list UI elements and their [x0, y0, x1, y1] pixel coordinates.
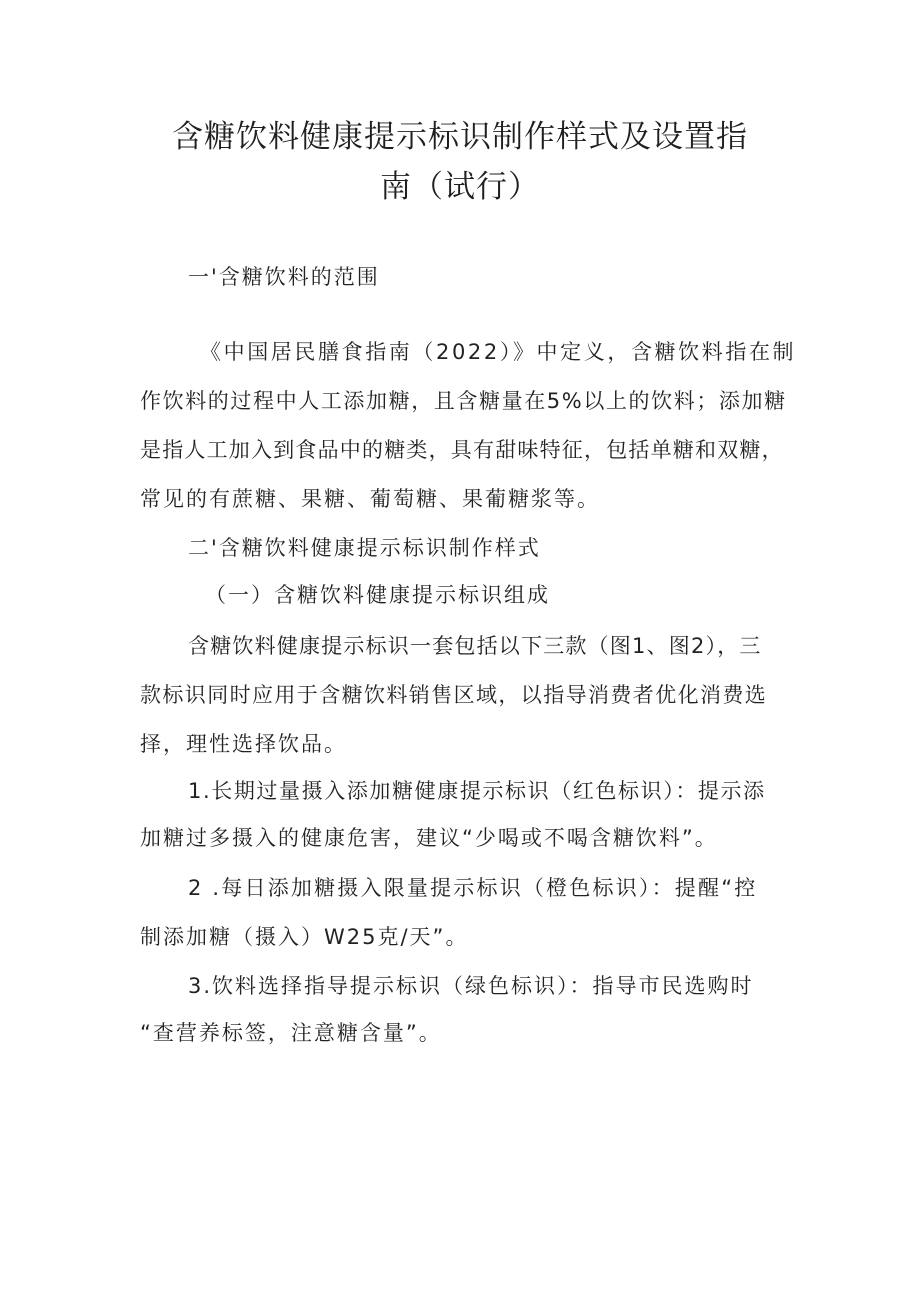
section-1-heading: 一'含糖饮料的范围	[188, 265, 380, 289]
item-2-line-2: 制添加糖（摄入）W25克/天”。	[140, 925, 469, 949]
section-2-heading: 二'含糖饮料健康提示标识制作样式	[188, 536, 541, 560]
item-3-line-1: 3.饮料选择指导提示标识（绿色标识）：指导市民选购时	[188, 974, 754, 998]
para-1-line-1: 《中国居民膳食指南（2022）》中定义，含糖饮料指在制	[200, 340, 797, 364]
title-line-2: 南（试行）	[380, 169, 540, 205]
para-2-line-3: 择，理性选择饮品。	[140, 732, 347, 756]
title-line-1: 含糖饮料健康提示标识制作样式及设置指	[172, 119, 748, 155]
para-2-line-2: 款标识同时应用于含糖饮料销售区域，以指导消费者优化消费选	[140, 683, 768, 707]
item-3-line-2: “查营养标签，注意糖含量”。	[140, 1021, 442, 1045]
para-1-line-2: 作饮料的过程中人工添加糖，且含糖量在5%以上的饮料；添加糖	[140, 389, 787, 413]
para-2-line-1: 含糖饮料健康提示标识一套包括以下三款（图1、图2），三	[188, 634, 762, 658]
item-1-line-1: 1.长期过量摄入添加糖健康提示标识（红色标识）：提示添	[188, 779, 766, 803]
para-1-line-4: 常见的有蔗糖、果糖、葡萄糖、果葡糖浆等。	[140, 487, 600, 511]
document-title	[130, 112, 790, 212]
item-1-line-2: 加糖过多摄入的健康危害，建议“少喝或不喝含糖饮料”。	[140, 826, 718, 850]
subsection-1-heading: （一）含糖饮料健康提示标识组成	[205, 583, 550, 607]
item-2-line-1: 2 .每日添加糖摄入限量提示标识（橙色标识）：提醒“控	[188, 876, 758, 900]
para-1-line-3: 是指人工加入到食品中的糖类，具有甜味特征，包括单糖和双糖，	[140, 438, 784, 462]
